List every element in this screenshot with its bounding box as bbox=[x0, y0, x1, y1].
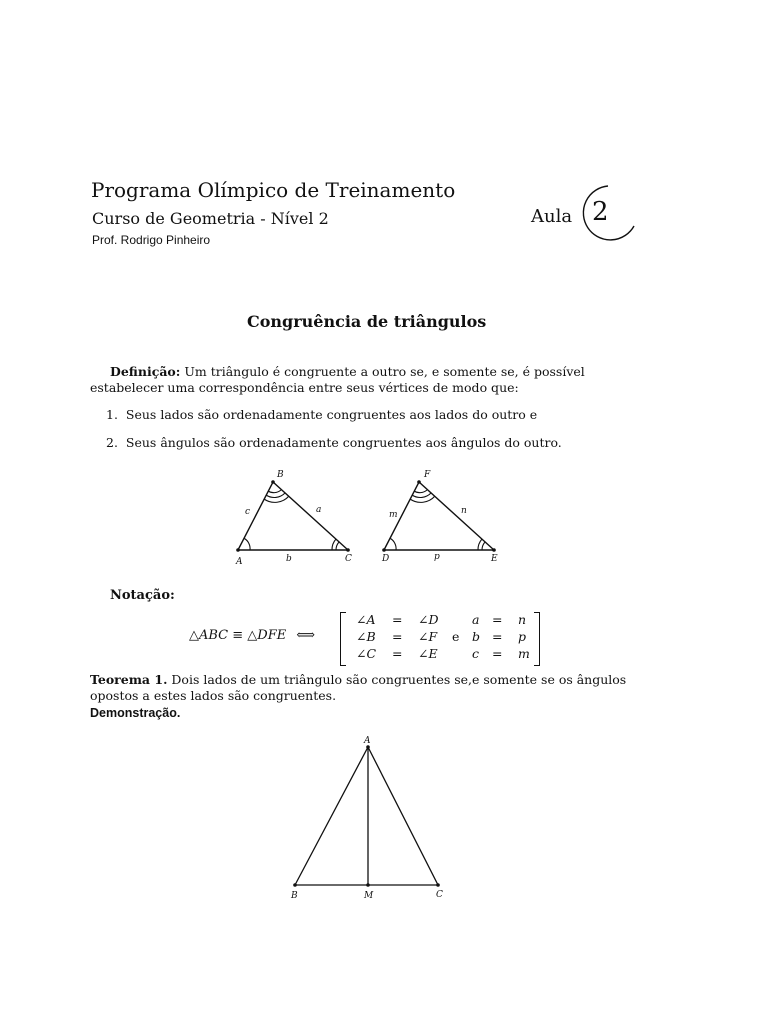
angle-mark-c bbox=[336, 542, 339, 550]
definition-label: Definição: bbox=[110, 364, 181, 379]
label-side-c: c bbox=[245, 507, 251, 517]
label-side-a: a bbox=[316, 505, 322, 515]
list-item bbox=[106, 435, 562, 450]
isosceles-triangle-figure bbox=[280, 730, 460, 905]
iff-arrow: ⟺ bbox=[296, 628, 315, 643]
angle-mark-d bbox=[391, 539, 397, 551]
angle-mark-e bbox=[482, 542, 485, 550]
course-name: Curso de Geometria - Nível 2 bbox=[92, 209, 329, 228]
aula-arc-decoration bbox=[578, 182, 640, 244]
label-vertex-a: A bbox=[364, 736, 371, 746]
matrix-row: ∠B = ∠F e b = p bbox=[356, 629, 527, 644]
congruent-triangles-figure bbox=[220, 462, 520, 572]
theorem-label: Teorema 1. bbox=[90, 672, 168, 687]
label-vertex-a: A bbox=[236, 557, 243, 567]
triangle-abc-isosceles bbox=[295, 747, 438, 885]
professor-name: Prof. Rodrigo Pinheiro bbox=[92, 233, 211, 247]
lesson-title: Congruência de triângulos bbox=[247, 312, 487, 331]
label-vertex-e: E bbox=[491, 554, 498, 564]
definition-paragraph bbox=[90, 364, 646, 396]
label-side-b: b bbox=[286, 554, 292, 564]
matrix-connector: e bbox=[452, 629, 460, 644]
program-title: Programa Olímpico de Treinamento bbox=[91, 178, 456, 202]
list-item-number: 1. bbox=[106, 407, 118, 422]
congruence-expression bbox=[189, 628, 315, 643]
definition-text: Um triângulo é congruente a outro se, e somente se, é possível estabelecer uma correspondência entre seus vértices de modo que: bbox=[90, 364, 585, 395]
label-vertex-d: D bbox=[382, 554, 390, 564]
label-vertex-c: C bbox=[436, 890, 443, 900]
list-item-text: Seus ângulos são ordenadamente congruentes aos ângulos do outro. bbox=[125, 435, 562, 450]
notation-label: Notação: bbox=[110, 588, 175, 603]
label-side-m: m bbox=[389, 510, 398, 520]
aula-number: 2 bbox=[592, 197, 609, 227]
theorem-text: Dois lados de um triângulo são congruentes se,e somente se os ângulos opostos a estes lados são congruentes. bbox=[90, 672, 627, 703]
definition-block bbox=[90, 364, 646, 396]
list-item-number: 2. bbox=[106, 435, 118, 450]
angle-mark-b bbox=[268, 490, 281, 493]
proof-label: Demonstração. bbox=[90, 706, 181, 720]
congruence-lhs: △ABC ≡ △DFE bbox=[189, 628, 287, 643]
label-vertex-c: C bbox=[345, 554, 352, 564]
correspondence-matrix bbox=[340, 608, 540, 668]
label-point-m: M bbox=[364, 891, 374, 901]
triangle-abc bbox=[238, 482, 348, 550]
label-vertex-b: B bbox=[277, 470, 284, 480]
matrix-row: ∠A = ∠D a = n bbox=[356, 612, 527, 627]
triangle-dfe bbox=[384, 482, 494, 550]
angle-mark-f bbox=[414, 490, 427, 493]
aula-label: Aula bbox=[531, 206, 573, 227]
label-vertex-b: B bbox=[291, 891, 298, 901]
matrix-row: ∠C = ∠E c = m bbox=[356, 646, 530, 661]
label-vertex-f: F bbox=[424, 470, 431, 480]
list-item bbox=[106, 407, 537, 422]
list-item-text: Seus lados são ordenadamente congruentes aos lados do outro e bbox=[125, 407, 538, 422]
theorem-block bbox=[90, 672, 650, 704]
label-side-p: p bbox=[434, 552, 440, 562]
angle-mark-a bbox=[245, 539, 251, 551]
label-side-n: n bbox=[461, 506, 467, 516]
